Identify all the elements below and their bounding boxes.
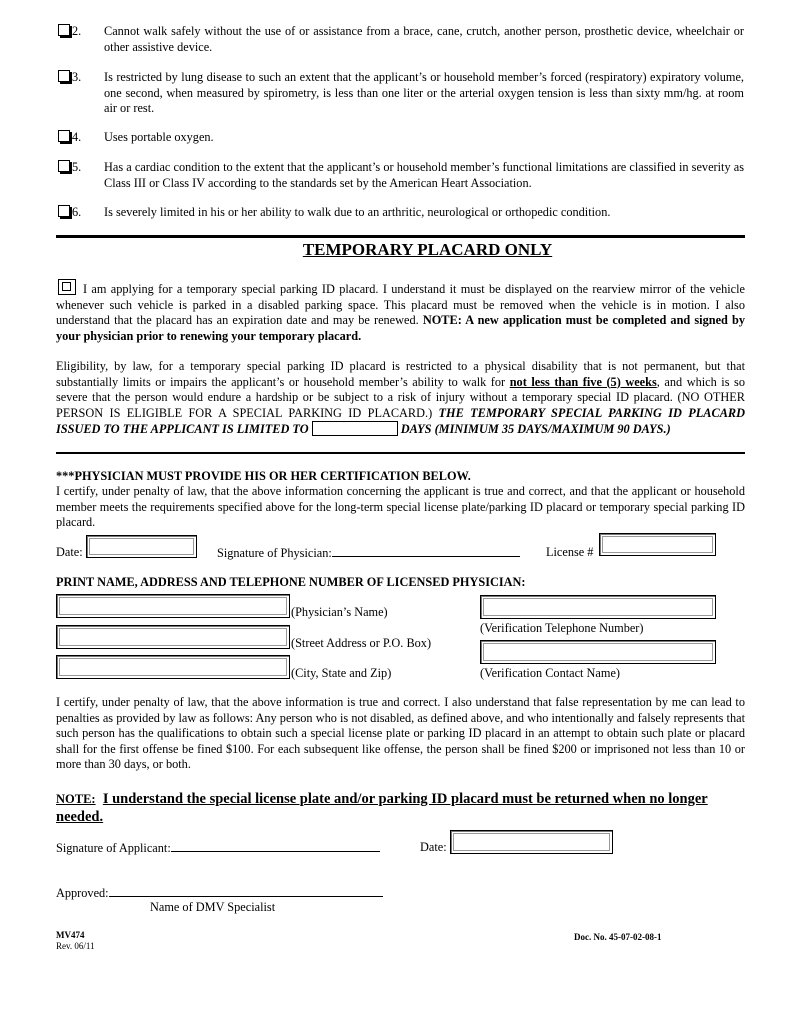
criterion-3-checkbox[interactable] (58, 70, 70, 82)
approved-label-text: Approved: (56, 886, 109, 900)
field-inner-border (59, 597, 287, 615)
temporary-application-paragraph (56, 282, 745, 344)
physician-city-label: (City, State and Zip) (291, 666, 392, 680)
physician-address-label: (Street Address or P.O. Box) (291, 636, 432, 650)
criterion-2-text: Cannot walk safely without the use of or assistance from a brace, cane, crutch, another person, prosthetic device, wheelchair or other assistive device. (104, 24, 744, 54)
eligibility-limit-text: THE TEMPORARY SPECIAL PARKING ID PLACARD ISSUED TO THE APPLICANT IS LIMITED TO (56, 405, 745, 436)
verification-phone-input[interactable] (480, 595, 716, 619)
eligibility-days-text: DAYS (MINIMUM 35 DAYS/MAXIMUM 90 DAYS.) (400, 422, 671, 436)
criterion-2-number: 2. (72, 24, 82, 38)
applicant-date-label: Date: (420, 840, 447, 854)
criterion-3-text: Is restricted by lung disease to such an extent that the applicant’s or household member’s forced (respiratory) expiratory volume, one second, when measured by spirometry, is less than one liter or the arterial oxygen tension is less than sixty mm/hg. at room air or rest. (104, 70, 744, 115)
physician-signature-line[interactable] (332, 545, 520, 557)
verification-phone-label: (Verification Telephone Number) (480, 621, 644, 635)
eligibility-text-2: , and which is so severe that the person would endure a hardship or be subject to a risk of injury without a temporary special ID placard. (NO OTHER PERSON IS ELIGIBLE FOR A SPECIAL PARKING ID PLACARD.) (56, 374, 745, 420)
physician-certify-text: I certify, under penalty of law, that the above information concerning the applicant is true and correct, and that the applicant or household member meets the requirements specified above for the long-term special license plate/parking ID placard or temporary special parking ID placard. (56, 484, 745, 529)
applicant-signature-label-text: Signature of Applicant: (56, 841, 171, 855)
field-inner-border (89, 538, 194, 555)
criterion-2-checkbox[interactable] (58, 24, 70, 36)
temporary-application-text: I am applying for a temporary special parking ID placard. I understand it must be displayed on the rearview mirror of the vehicle whenever such vehicle is parked in a disabled parking space. This placard must be removed when the vehicle is in motion. I also understand that the placard has an expiration date and may be renewed. (56, 282, 745, 327)
field-inner-border (59, 628, 287, 646)
criterion-6-checkbox[interactable] (58, 205, 70, 217)
return-note-text: I understand the special license plate and/or parking ID placard must be returned when no longer needed. (56, 791, 708, 825)
physician-name-label: (Physician’s Name) (291, 605, 388, 619)
criterion-3-number: 3. (72, 70, 82, 84)
print-physician-heading: PRINT NAME, ADDRESS AND TELEPHONE NUMBER OF LICENSED PHYSICIAN: (56, 575, 526, 589)
temporary-days-input[interactable] (312, 421, 398, 436)
verification-contact-label: (Verification Contact Name) (480, 666, 620, 680)
return-note (56, 790, 745, 826)
criterion-5-text: Has a cardiac condition to the extent that the applicant’s or household member’s functional limitations are classified in severity as Class III or Class IV according to the standards set by the American Heart Association. (104, 160, 744, 190)
eligibility-paragraph (56, 359, 745, 438)
criterion-5-checkbox[interactable] (58, 160, 70, 172)
physician-signature-label (217, 545, 520, 562)
verification-contact-input[interactable] (480, 640, 716, 664)
physician-signature-label-text: Signature of Physician: (217, 546, 332, 560)
criterion-4-checkbox[interactable] (58, 130, 70, 142)
physician-date-input[interactable] (86, 535, 197, 558)
physician-heading: ***PHYSICIAN MUST PROVIDE HIS OR HER CERTIFICATION BELOW. (56, 469, 471, 483)
physician-section-divider (56, 452, 745, 454)
physician-license-label: License # (546, 545, 594, 559)
approved-signature-line[interactable] (109, 885, 383, 897)
criterion-4-text: Uses portable oxygen. (104, 130, 214, 144)
criterion-5-number: 5. (72, 160, 82, 174)
field-inner-border (453, 833, 610, 851)
field-inner-border (602, 536, 713, 553)
criterion-6-text: Is severely limited in his or her ability to walk due to an arthritic, neurological or orthopedic condition. (104, 205, 611, 219)
physician-city-input[interactable] (56, 655, 290, 679)
section-divider (56, 235, 745, 238)
form-revision: Rev. 06/11 (56, 941, 95, 951)
physician-date-label: Date: (56, 545, 83, 559)
document-number: Doc. No. 45-07-02-08-1 (574, 932, 662, 942)
physician-address-input[interactable] (56, 625, 290, 649)
temporary-renewal-note: NOTE: A new application must be completed and signed by your physician prior to renewing your temporary placard. (56, 313, 745, 343)
applicant-date-input[interactable] (450, 830, 613, 854)
temporary-placard-title: TEMPORARY PLACARD ONLY (302, 240, 553, 259)
field-inner-border (483, 643, 713, 661)
eligibility-text-1: Eligibility, by law, for a temporary special parking ID placard is restricted to a physical disability that is not permanent, but that substantially limits or impairs the applicant’s or household member’s ability to walk for (56, 359, 745, 389)
applicant-signature-line[interactable] (171, 840, 380, 852)
criterion-4-number: 4. (72, 130, 82, 144)
penalty-paragraph: I certify, under penalty of law, that the above information is true and correct. I also understand that false representation by me can lead to penalties as provided by law as follows: Any person who is not disabled, as defined above, and who intentionally and falsely represents that such person has the qualifications to obtain such a special license plate or parking ID placard in an attempt to obtain such plate or placard shall for the first offense be fined $100. For each subsequent like offense, the person shall be fined $200 or imprisoned not less than 10 or more than 30 days, or both. (56, 695, 745, 771)
eligibility-weeks: not less than five (5) weeks (509, 374, 657, 389)
physician-name-input[interactable] (56, 594, 290, 618)
physician-license-input[interactable] (599, 533, 716, 556)
form-id: MV474 (56, 930, 85, 940)
field-inner-border (59, 658, 287, 676)
dmv-specialist-label: Name of DMV Specialist (150, 900, 276, 914)
applicant-signature-label (56, 840, 380, 857)
return-note-label: NOTE: (56, 792, 96, 806)
field-inner-border (483, 598, 713, 616)
criterion-6-number: 6. (72, 205, 82, 219)
